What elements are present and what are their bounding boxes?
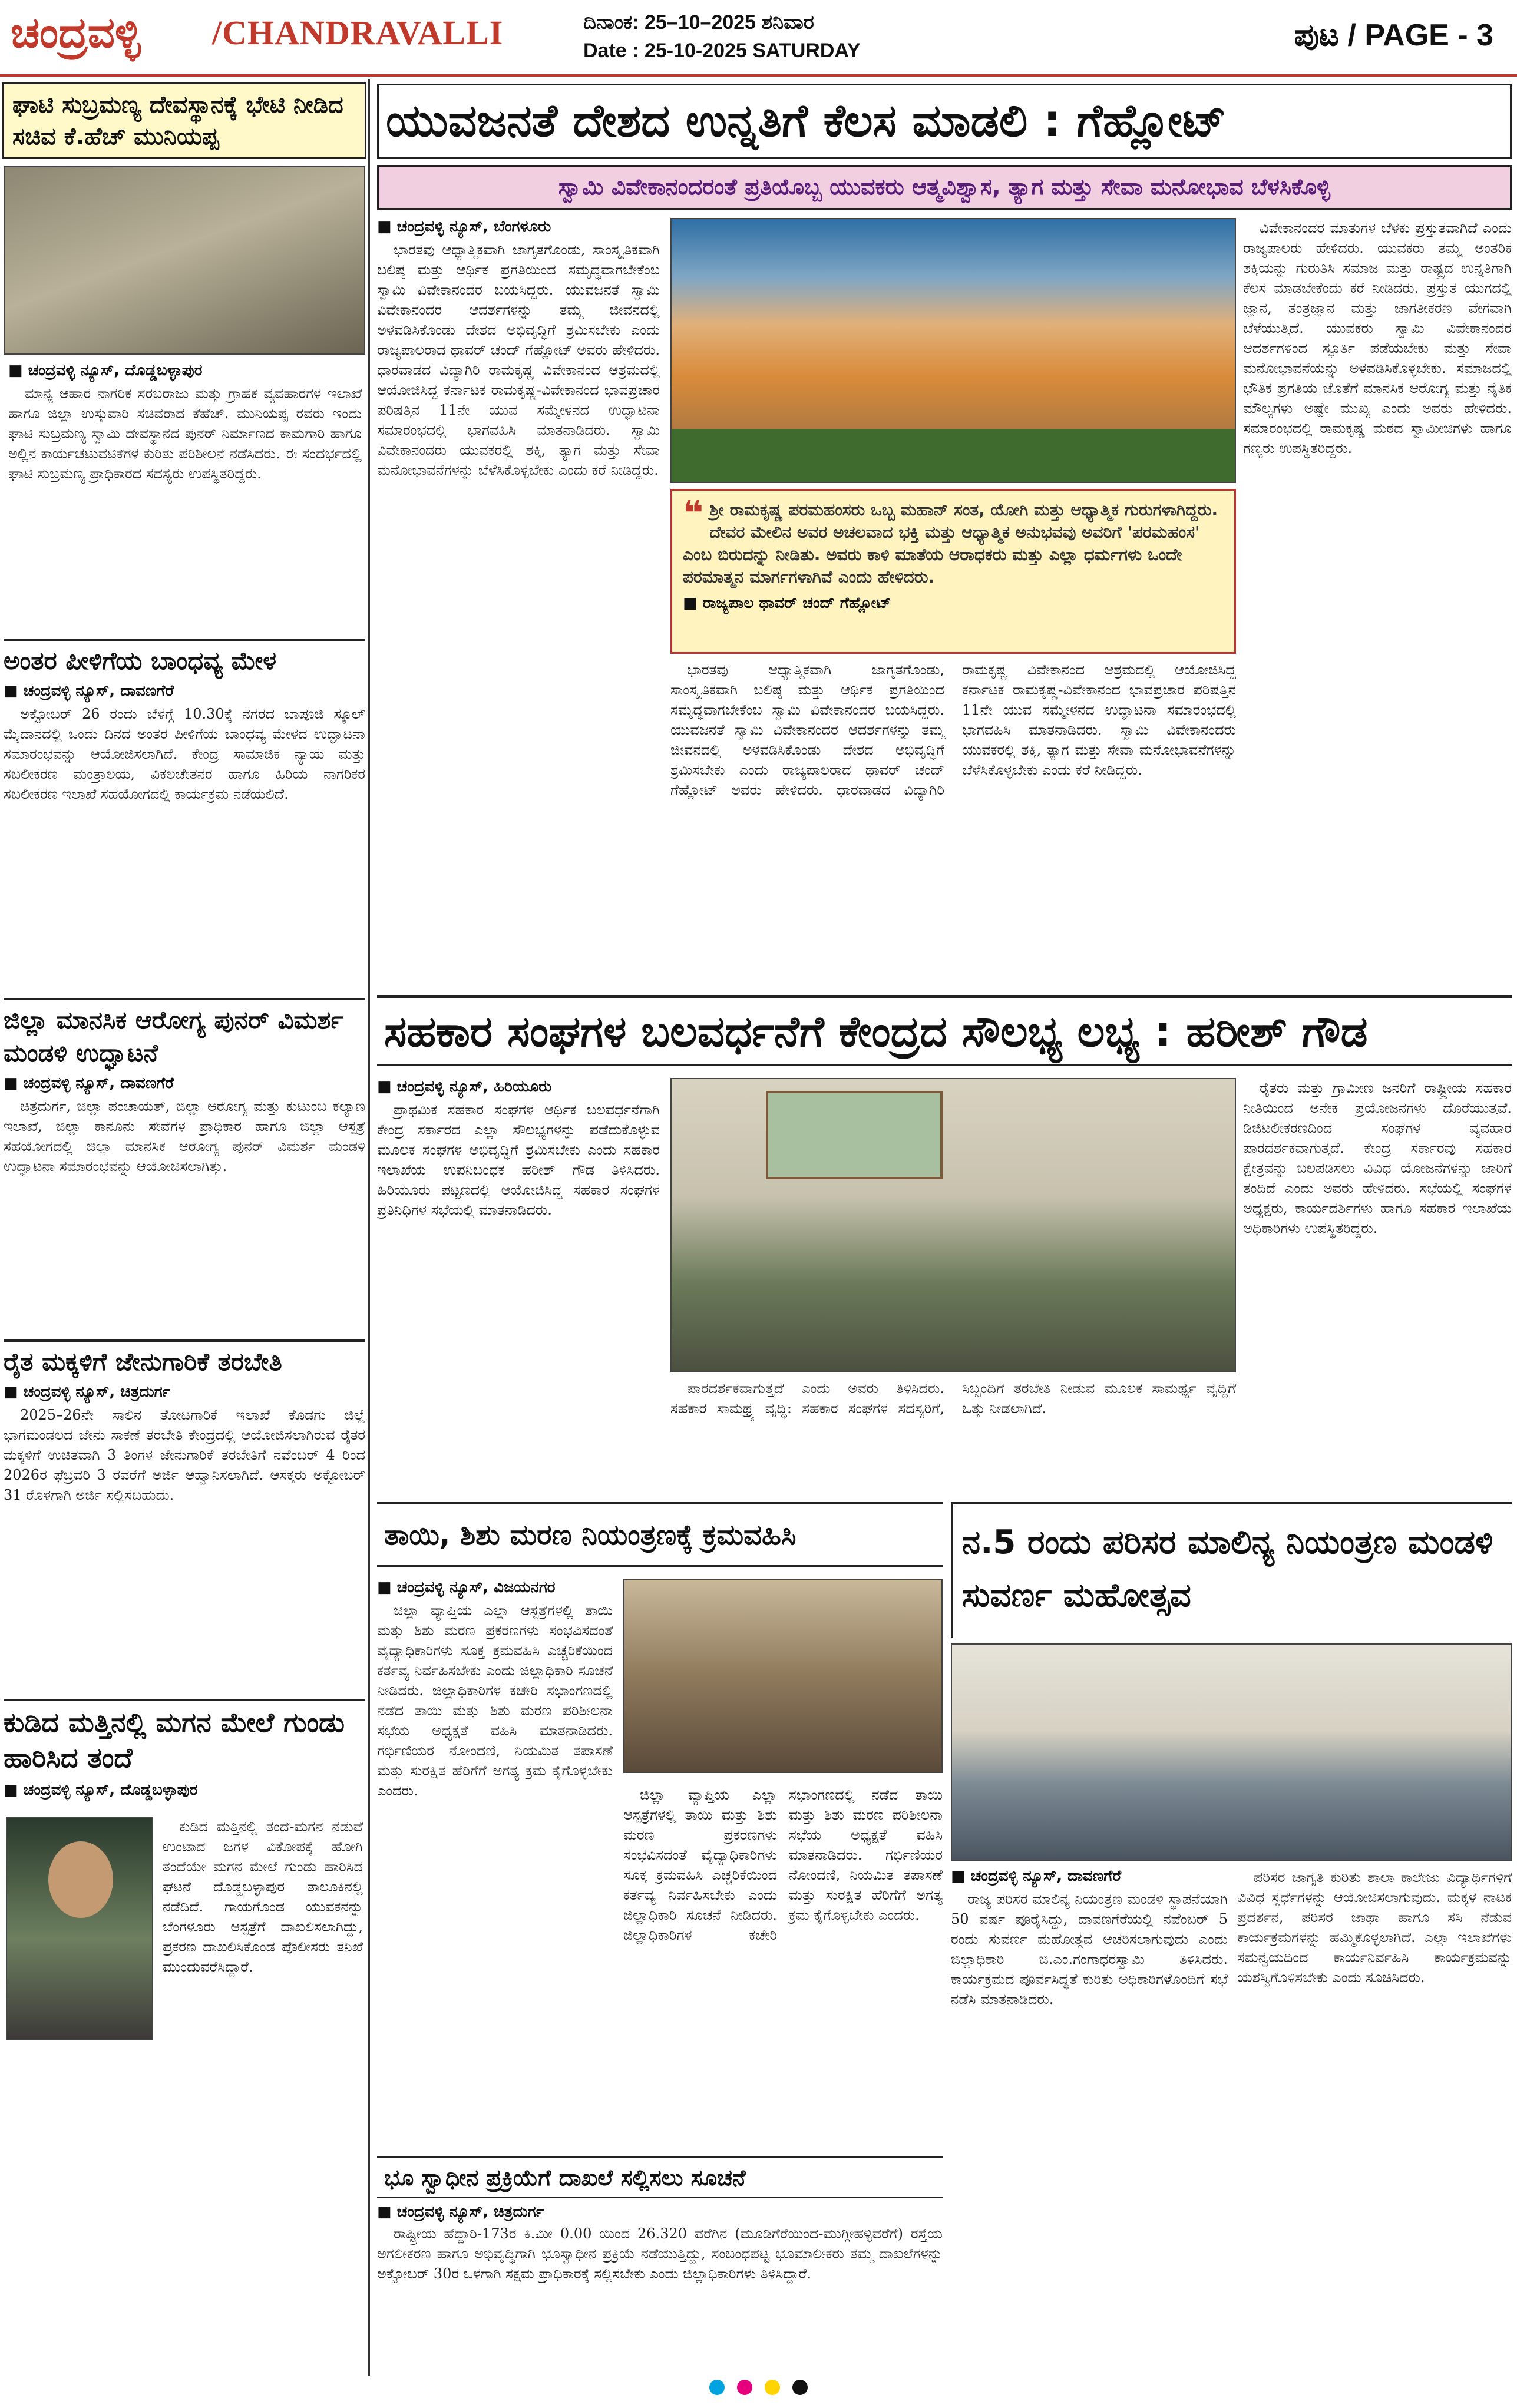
masthead (0, 0, 1517, 77)
story1-title: ಘಾಟಿ ಸುಬ್ರಮಣ್ಯ ದೇವಸ್ಥಾನಕ್ಕೆ ಭೇಟಿ ನೀಡಿದ ಸಚಿವ ಕೆ.ಹೆಚ್ ಮುನಿಯಪ್ಪ (12, 91, 343, 150)
coop-photo (670, 1078, 1236, 1372)
ward-headline-box (951, 1502, 1512, 1638)
story5 (4, 1699, 365, 2370)
lead-byline: ■ ಚಂದ್ರವಳ್ಳಿ ನ್ಯೂಸ್, ಬೆಂಗಳೂರು (377, 218, 551, 236)
lead-headline-box (377, 84, 1512, 159)
lead-quote (670, 489, 1236, 654)
land-body: ರಾಷ್ಟ್ರೀಯ ಹೆದ್ದಾರಿ-173ರ ಕಿ.ಮೀ 0.00 ಯಿಂದ 26.320 ವರೆಗಿನ (ಮೂಡಿಗೆರೆಯಿಂದ-ಮುಗ್ಗೀಹಳ್ಳಿವರೆಗೆ) ರಸ್ತೆಯ ಅಗಲೀಕರಣ ಹಾಗೂ ಅಭಿವೃದ್ಧಿಗಾಗಿ ಭೂಸ್ವಾಧೀನ ಪ್ರಕ್ರಿಯೆ ನಡೆಯುತ್ತಿದ್ದು, ಸಂಬಂಧಪಟ್ಟ ಭೂಮಾಲೀಕರು ತಮ್ಮ ದಾಖಲೆಗಳನ್ನು ಅಕ್ಟೋಬರ್ 30ರ ಒಳಗಾಗಿ ಸಕ್ಷಮ ಪ್ರಾಧಿಕಾರಕ್ಕೆ ಸಲ್ಲಿಸಬೇಕು ಎಂದು ಜಿಲ್ಲಾಧಿಕಾರಿಗಳು ತಿಳಿಸಿದ್ದಾರೆ. (377, 2225, 943, 2282)
mother-photo (623, 1579, 943, 1773)
mother-body: ಜಿಲ್ಲಾ ವ್ಯಾಪ್ತಿಯ ಎಲ್ಲಾ ಆಸ್ಪತ್ರೆಗಳಲ್ಲಿ ತಾಯಿ ಮತ್ತು ಶಿಶು ಮರಣ ಪ್ರಕರಣಗಳು ಸಂಭವಿಸದಂತೆ ವೈದ್ಯಾಧಿಕಾರಿಗಳು ಸೂಕ್ತ ಕ್ರಮವಹಿಸಿ ಎಚ್ಚರಿಕೆಯಿಂದ ಕರ್ತವ್ಯ ನಿರ್ವಹಿಸಬೇಕು ಎಂದು ಜಿಲ್ಲಾಧಿಕಾರಿ ಸೂಚನೆ ನೀಡಿದರು. ಜಿಲ್ಲಾಧಿಕಾರಿಗಳ ಕಚೇರಿ ಸಭಾಂಗಣದಲ್ಲಿ ನಡೆದ ತಾಯಿ ಮತ್ತು ಶಿಶು ಮರಣ ಪರಿಶೀಲನಾ ಸಭೆಯ ಅಧ್ಯಕ್ಷತೆ ವಹಿಸಿ ಮಾತನಾಡಿದರು. ಗರ್ಭಿಣಿಯರ ನೋಂದಣಿ, ನಿಯಮಿತ ತಪಾಸಣೆ ಮತ್ತು ಸುರಕ್ಷಿತ ಹೆರಿಗೆಗೆ ಅಗತ್ಯ ಕ್ರಮ ಕೈಗೊಳ್ಳಬೇಕು ಎಂದರು. (377, 1602, 613, 1799)
story4-title: ರೈತ ಮಕ್ಕಳಿಗೆ ಜೇನುಗಾರಿಕೆ ತರಬೇತಿ (4, 1339, 365, 1378)
story2-body: ಅಕ್ಟೋಬರ್ 26 ರಂದು ಬೆಳಗ್ಗೆ 10.30ಕ್ಕೆ ನಗರದ ಬಾಪೂಜಿ ಸ್ಕೂಲ್ ಮೈದಾನದಲ್ಲಿ ಒಂದು ದಿನದ ಅಂತರ ಪೀಳಿಗೆಯ ಬಾಂಧವ್ಯ ಮೇಳದ ಉದ್ಘಾಟನಾ ಸಮಾರಂಭವನ್ನು ಆಯೋಜಿಸಲಾಗಿದೆ. ಕೇಂದ್ರ ಸಾಮಾಜಿಕ ನ್ಯಾಯ ಮತ್ತು ಸಬಲೀಕರಣ ಮಂತ್ರಾಲಯ, ವಿಕಲಚೇತನರ ಹಾಗೂ ಹಿರಿಯ ನಾಗರಿಕರ ಸಬಲೀಕರಣ ಇಲಾಖೆ ಸಹಯೋಗದಲ್ಲಿ ಕಾರ್ಯಕ್ರಮ ನಡೆಯಲಿದೆ. (4, 706, 365, 802)
black-dot-icon (792, 2380, 808, 2395)
mother-col1 (377, 1579, 613, 2227)
left-column (0, 79, 370, 2376)
ward-col2 (1237, 1867, 1512, 2362)
coop-col3 (1243, 1078, 1512, 1490)
lead-col3 (1243, 218, 1512, 984)
mother-headline: ತಾಯಿ, ಶಿಶು ಮರಣ ನಿಯಂತ್ರಣಕ್ಕೆ ಕ್ರಮವಹಿಸಿ (384, 1519, 796, 1552)
magenta-dot-icon (737, 2380, 752, 2395)
coop-headline-box (377, 995, 1512, 1066)
story5-byline: ■ ಚಂದ್ರವಳ್ಳಿ ನ್ಯೂಸ್, ದೊಡ್ಡಬಳ್ಳಾಪುರ (4, 1781, 198, 1799)
land-byline: ■ ಚಂದ್ರವಳ್ಳಿ ನ್ಯೂಸ್, ಚಿತ್ರದುರ್ಗ (377, 2203, 544, 2221)
mother-body-2: ಜಿಲ್ಲಾ ವ್ಯಾಪ್ತಿಯ ಎಲ್ಲಾ ಆಸ್ಪತ್ರೆಗಳಲ್ಲಿ ತಾಯಿ ಮತ್ತು ಶಿಶು ಮರಣ ಪ್ರಕರಣಗಳು ಸಂಭವಿಸದಂತೆ ವೈದ್ಯಾಧಿಕಾರಿಗಳು ಸೂಕ್ತ ಕ್ರಮವಹಿಸಿ ಎಚ್ಚರಿಕೆಯಿಂದ ಕರ್ತವ್ಯ ನಿರ್ವಹಿಸಬೇಕು ಎಂದು ಜಿಲ್ಲಾಧಿಕಾರಿ ಸೂಚನೆ ನೀಡಿದರು. ಜಿಲ್ಲಾಧಿಕಾರಿಗಳ ಕಚೇರಿ ಸಭಾಂಗಣದಲ್ಲಿ ನಡೆದ ತಾಯಿ ಮತ್ತು ಶಿಶು ಮರಣ ಪರಿಶೀಲನಾ ಸಭೆಯ ಅಧ್ಯಕ್ಷತೆ ವಹಿಸಿ ಮಾತನಾಡಿದರು. ಗರ್ಭಿಣಿಯರ ನೋಂದಣಿ, ನಿಯಮಿತ ತಪಾಸಣೆ ಮತ್ತು ಸುರಕ್ಷಿತ ಹೆರಿಗೆಗೆ ಅಗತ್ಯ ಕ್ರಮ ಕೈಗೊಳ್ಳಬೇಕು ಎಂದರು. (623, 1787, 943, 1943)
footer-registration-dots (0, 2380, 1517, 2408)
brand-english: /CHANDRAVALLI (212, 14, 504, 52)
lead-photo (670, 218, 1236, 483)
land-headline: ಭೂ ಸ್ವಾಧೀನ ಪ್ರಕ್ರಿಯೆಗೆ ದಾಖಲೆ ಸಲ್ಲಿಸಲು ಸೂಚನೆ (384, 2165, 746, 2191)
lead-col1 (377, 218, 660, 984)
coop-col1 (377, 1078, 660, 1490)
story3-title: ಜಿಲ್ಲಾ ಮಾನಸಿಕ ಆರೋಗ್ಯ ಪುನರ್ ವಿಮರ್ಶ ಮಂಡಳಿ ಉದ್ಘಾಟನೆ (4, 998, 365, 1070)
ward-photo (951, 1643, 1512, 1861)
story1-text (8, 362, 362, 633)
mother-headline-box (377, 1502, 943, 1567)
ward-col2-body: ಪರಿಸರ ಜಾಗೃತಿ ಕುರಿತು ಶಾಲಾ ಕಾಲೇಜು ವಿದ್ಯಾರ್ಥಿಗಳಿಗೆ ವಿವಿಧ ಸ್ಪರ್ಧೆಗಳನ್ನು ಆಯೋಜಿಸಲಾಗುವುದು. ಮಕ್ಕಳ ನಾಟಕ ಪ್ರದರ್ಶನ, ಪರಿಸರ ಜಾಥಾ ಹಾಗೂ ಸಸಿ ನೆಡುವ ಕಾರ್ಯಕ್ರಮಗಳನ್ನು ಹಮ್ಮಿಕೊಳ್ಳಲಾಗಿದೆ. ಎಲ್ಲಾ ಇಲಾಖೆಗಳು ಸಮನ್ವಯದಿಂದ ಕಾರ್ಯನಿರ್ವಹಿಸಿ ಕಾರ್ಯಕ್ರಮವನ್ನು ಯಶಸ್ವಿಗೊಳಿಸಬೇಕು ಎಂದು ಸೂಚಿಸಿದರು. (1237, 1869, 1512, 1986)
story1-headline-box (2, 82, 366, 159)
lead-headline: ಯುವಜನತೆ ದೇಶದ ಉನ್ನತಿಗೆ ಕೆಲಸ ಮಾಡಲಿ : ಗೆಹ್ಲೋಟ್ (386, 94, 1227, 147)
coop-headline: ಸಹಕಾರ ಸಂಘಗಳ ಬಲವರ್ಧನೆಗೆ ಕೇಂದ್ರದ ಸೌಲಭ್ಯ ಲಭ್ಯ : ಹರೀಶ್ ಗೌಡ (384, 1007, 1368, 1056)
story4-byline: ■ ಚಂದ್ರವಳ್ಳಿ ನ್ಯೂಸ್, ಚಿತ್ರದುರ್ಗ (4, 1383, 171, 1401)
mother-col2 (623, 1785, 943, 2150)
story2-byline: ■ ಚಂದ್ರವಳ್ಳಿ ನ್ಯೂಸ್, ದಾವಣಗೆರೆ (4, 682, 174, 700)
coop-col3-body: ರೈತರು ಮತ್ತು ಗ್ರಾಮೀಣ ಜನರಿಗೆ ರಾಷ್ಟ್ರೀಯ ಸಹಕಾರ ನೀತಿಯಿಂದ ಅನೇಕ ಪ್ರಯೋಜನಗಳು ದೊರೆಯುತ್ತವೆ. ಡಿಜಿಟಲೀಕರಣದಿಂದ ಸಂಘಗಳ ವ್ಯವಹಾರ ಪಾರದರ್ಶಕವಾಗುತ್ತದೆ. ಕೇಂದ್ರ ಸರ್ಕಾರವು ಸಹಕಾರ ಕ್ಷೇತ್ರವನ್ನು ಬಲಪಡಿಸಲು ವಿವಿಧ ಯೋಜನೆಗಳನ್ನು ಜಾರಿಗೆ ತಂದಿದೆ ಎಂದು ಅವರು ಹೇಳಿದರು. ಸಭೆಯಲ್ಲಿ ಸಂಘಗಳ ಅಧ್ಯಕ್ಷರು, ಕಾರ್ಯದರ್ಶಿಗಳು ಹಾಗೂ ಸಹಕಾರ ಇಲಾಖೆಯ ಅಧಿಕಾರಿಗಳು ಉಪಸ್ಥಿತರಿದ್ದರು. (1243, 1080, 1512, 1236)
story2 (4, 639, 365, 992)
coop-col1-body: ಪ್ರಾಥಮಿಕ ಸಹಕಾರ ಸಂಘಗಳ ಆರ್ಥಿಕ ಬಲವರ್ಧನೆಗಾಗಿ ಕೇಂದ್ರ ಸರ್ಕಾರದ ಎಲ್ಲಾ ಸೌಲಭ್ಯಗಳನ್ನು ಪಡೆದುಕೊಳ್ಳುವ ಮೂಲಕ ಸಂಘಗಳ ಅಭಿವೃದ್ಧಿಗೆ ಶ್ರಮಿಸಬೇಕು ಎಂದು ಸಹಕಾರ ಇಲಾಖೆಯ ಉಪನಿಬಂಧಕ ಹರೀಶ್ ಗೌಡ ತಿಳಿಸಿದರು. ಹಿರಿಯೂರು ಪಟ್ಟಣದಲ್ಲಿ ಆಯೋಜಿಸಿದ್ದ ಸಹಕಾರ ಸಂಘಗಳ ಪ್ರತಿನಿಧಿಗಳ ಸಭೆಯಲ್ಲಿ ಮಾತನಾಡಿದರು. (377, 1102, 660, 1218)
dateline (583, 8, 861, 65)
story5-body: ಕುಡಿದ ಮತ್ತಿನಲ್ಲಿ ತಂದೆ-ಮಗನ ನಡುವೆ ಉಂಟಾದ ಜಗಳ ವಿಕೋಪಕ್ಕೆ ಹೋಗಿ ತಂದೆಯೇ ಮಗನ ಮೇಲೆ ಗುಂಡು ಹಾರಿಸಿದ ಘಟನೆ ದೊಡ್ಡಬಳ್ಳಾಪುರ ತಾಲೂಕಿನಲ್ಲಿ ನಡೆದಿದೆ. ಗಾಯಗೊಂಡ ಯುವಕನನ್ನು ಬೆಂಗಳೂರು ಆಸ್ಪತ್ರೆಗೆ ದಾಖಲಿಸಲಾಗಿದ್ದು, ಪ್ರಕರಣ ದಾಖಲಿಸಿಕೊಂಡ ಪೊಲೀಸರು ತನಿಖೆ ಮುಂದುವರೆಸಿದ್ದಾರೆ. (163, 1818, 363, 1975)
cyan-dot-icon (709, 2380, 725, 2395)
story5-body-wrap (163, 1817, 363, 2347)
land-text (377, 2203, 943, 2362)
mother-byline: ■ ಚಂದ್ರವಳ್ಳಿ ನ್ಯೂಸ್, ವಿಜಯನಗರ (377, 1579, 556, 1596)
page-number: ಪುಟ / PAGE - 3 (1294, 18, 1493, 52)
lead-subhead-text: ಸ್ವಾಮಿ ವಿವೇಕಾನಂದರಂತೆ ಪ್ರತಿಯೊಬ್ಬ ಯುವಕರು ಆತ್ಮವಿಶ್ವಾಸ, ತ್ಯಾಗ ಮತ್ತು ಸೇವಾ ಮನೋಭಾವ ಬೆಳಸಿಕೊಳ್ಳಿ (558, 174, 1331, 200)
coop-caption-text: ಪಾರದರ್ಶಕವಾಗುತ್ತದೆ ಎಂದು ಅವರು ತಿಳಿಸಿದರು. ಸಹಕಾರ ಸಾಮಥ್ರ್ಯ ವೃದ್ಧಿ: ಸಹಕಾರ ಸಂಘಗಳ ಸದಸ್ಯರಿಗೆ, ಸಿಬ್ಬಂದಿಗೆ ತರಬೇತಿ ನೀಡುವ ಮೂಲಕ ಸಾಮರ್ಥ್ಯ ವೃದ್ಧಿಗೆ ಒತ್ತು ನೀಡಲಾಗಿದೆ. (670, 1380, 1236, 1417)
ward-col1-body: ರಾಜ್ಯ ಪರಿಸರ ಮಾಲಿನ್ಯ ನಿಯಂತ್ರಣ ಮಂಡಳಿ ಸ್ಥಾಪನೆಯಾಗಿ 50 ವರ್ಷ ಪೂರೈಸಿದ್ದು, ದಾವಣಗೆರೆಯಲ್ಲಿ ನವೆಂಬರ್ 5 ರಂದು ಸುವರ್ಣ ಮಹೋತ್ಸವ ಆಚರಿಸಲಾಗುವುದು ಎಂದು ಜಿಲ್ಲಾಧಿಕಾರಿ ಜಿ.ಎಂ.ಗಂಗಾಧರಸ್ವಾಮಿ ತಿಳಿಸಿದರು. ಕಾರ್ಯಕ್ರಮದ ಪೂರ್ವಸಿದ್ಧತೆ ಕುರಿತು ಅಧಿಕಾರಿಗಳೊಂದಿಗೆ ಸಭೆ ನಡೆಸಿ ಮಾತನಾಡಿದರು. (951, 1891, 1228, 2007)
ward-col1 (951, 1867, 1228, 2362)
story3-byline: ■ ಚಂದ್ರವಳ್ಳಿ ನ್ಯೂಸ್, ದಾವಣಗೆರೆ (4, 1074, 174, 1092)
story1-byline: ■ ಚಂದ್ರವಳ್ಳಿ ನ್ಯೂಸ್, ದೊಡ್ಡಬಳ್ಳಾಪುರ (8, 362, 203, 379)
coop-byline: ■ ಚಂದ್ರವಳ್ಳಿ ನ್ಯೂಸ್, ಹಿರಿಯೂರು (377, 1078, 552, 1096)
brand-kannada: ಚಂದ್ರವಳ್ಳಿ (11, 7, 141, 57)
lead-col1-body: ಭಾರತವು ಆಧ್ಯಾತ್ಮಿಕವಾಗಿ ಜಾಗೃತಗೊಂಡು, ಸಾಂಸ್ಕೃತಿಕವಾಗಿ ಬಲಿಷ್ಠ ಮತ್ತು ಆರ್ಥಿಕ ಪ್ರಗತಿಯಿಂದ ಸಮೃದ್ಧವಾಗಬೇಕೆಂಬ ಸ್ವಾಮಿ ವಿವೇಕಾನಂದರ ಬಯಸಿದ್ದರು. ಯುವಜನತೆ ಸ್ವಾಮಿ ವಿವೇಕಾನಂದರ ಆದರ್ಶಗಳನ್ನು ತಮ್ಮ ಜೀವನದಲ್ಲಿ ಅಳವಡಿಸಿಕೊಂಡು ದೇಶದ ಅಭಿವೃದ್ಧಿಗೆ ಶ್ರಮಿಸಬೇಕು ಎಂದು ರಾಜ್ಯಪಾಲರಾದ ಥಾವರ್ ಚಂದ್ ಗೆಹ್ಲೋಟ್ ಅವರು ಹೇಳಿದರು. ಧಾರವಾಡದ ವಿದ್ಯಾಗಿರಿ ರಾಮಕೃಷ್ಣ ವಿವೇಕಾನಂದ ಆಶ್ರಮದಲ್ಲಿ ಆಯೋಜಿಸಿದ್ದ ಕರ್ನಾಟಕ ರಾಮಕೃಷ್ಣ-ವಿವೇಕಾನಂದ ಭಾವಪ್ರಚಾರ ಪರಿಷತ್ತಿನ 11ನೇ ಯುವ ಸಮ್ಮೇಳನದ ಉದ್ಘಾಟನಾ ಸಮಾರಂಭದಲ್ಲಿ ಭಾಗವಹಿಸಿ ಮಾತನಾಡಿದರು. ಸ್ವಾಮಿ ವಿವೇಕಾನಂದರು ಯುವಕರಲ್ಲಿ ಶಕ್ತಿ, ತ್ಯಾಗ ಮತ್ತು ಸೇವಾ ಮನೋಭಾವನೆಗಳನ್ನು ಬೆಳೆಸಿಕೊಳ್ಳಬೇಕು ಎಂದು ಕರೆ ನೀಡಿದ್ದರು. (377, 242, 660, 478)
coop-caption (670, 1378, 1236, 1496)
land-headline-box (377, 2156, 943, 2198)
quote-mark-icon: ❝ (683, 493, 704, 534)
story5-photo (6, 1817, 153, 2040)
story4-body: 2025–26ನೇ ಸಾಲಿನ ತೋಟಗಾರಿಕೆ ಇಲಾಖೆ ಕೊಡಗು ಜಿಲ್ಲೆ ಭಾಗಮಂಡಲದ ಜೇನು ಸಾಕಣೆ ತರಬೇತಿ ಕೇಂದ್ರದಲ್ಲಿ ಆಯೋಜಿಸಲಾಗಿರುವ ರೈತರ ಮಕ್ಕಳಿಗೆ ಉಚಿತವಾಗಿ 3 ತಿಂಗಳ ಜೇನುಗಾರಿಕೆ ತರಬೇತಿಗೆ ನವೆಂಬರ್ 4 ರಿಂದ 2026ರ ಫೆಬ್ರವರಿ 3 ರವರೆಗೆ ಅರ್ಜಿ ಆಹ್ವಾನಿಸಲಾಗಿದೆ. ಆಸಕ್ತರು ಅಕ್ಟೋಬರ್ 31 ರೊಳಗಾಗಿ ಅರ್ಜಿ ಸಲ್ಲಿಸಬಹುದು. (4, 1407, 365, 1503)
lead-mid-body: ಭಾರತವು ಆಧ್ಯಾತ್ಮಿಕವಾಗಿ ಜಾಗೃತಗೊಂಡು, ಸಾಂಸ್ಕೃತಿಕವಾಗಿ ಬಲಿಷ್ಠ ಮತ್ತು ಆರ್ಥಿಕ ಪ್ರಗತಿಯಿಂದ ಸಮೃದ್ಧವಾಗಬೇಕೆಂಬ ಸ್ವಾಮಿ ವಿವೇಕಾನಂದರ ಬಯಸಿದ್ದರು. ಯುವಜನತೆ ಸ್ವಾಮಿ ವಿವೇಕಾನಂದರ ಆದರ್ಶಗಳನ್ನು ತಮ್ಮ ಜೀವನದಲ್ಲಿ ಅಳವಡಿಸಿಕೊಂಡು ದೇಶದ ಅಭಿವೃದ್ಧಿಗೆ ಶ್ರಮಿಸಬೇಕು ಎಂದು ರಾಜ್ಯಪಾಲರಾದ ಥಾವರ್ ಚಂದ್ ಗೆಹ್ಲೋಟ್ ಅವರು ಹೇಳಿದರು. ಧಾರವಾಡದ ವಿದ್ಯಾಗಿರಿ ರಾಮಕೃಷ್ಣ ವಿವೇಕಾನಂದ ಆಶ್ರಮದಲ್ಲಿ ಆಯೋಜಿಸಿದ್ದ ಕರ್ನಾಟಕ ರಾಮಕೃಷ್ಣ-ವಿವೇಕಾನಂದ ಭಾವಪ್ರಚಾರ ಪರಿಷತ್ತಿನ 11ನೇ ಯುವ ಸಮ್ಮೇಳನದ ಉದ್ಘಾಟನಾ ಸಮಾರಂಭದಲ್ಲಿ ಭಾಗವಹಿಸಿ ಮಾತನಾಡಿದರು. ಸ್ವಾಮಿ ವಿವೇಕಾನಂದರು ಯುವಕರಲ್ಲಿ ಶಕ್ತಿ, ತ್ಯಾಗ ಮತ್ತು ಸೇವಾ ಮನೋಭಾವನೆಗಳನ್ನು ಬೆಳೆಸಿಕೊಳ್ಳಬೇಕು ಎಂದು ಕರೆ ನೀಡಿದ್ದರು. (670, 661, 1236, 798)
ward-byline: ■ ಚಂದ್ರವಳ್ಳಿ ನ್ಯೂಸ್, ದಾವಣಗೆರೆ (951, 1867, 1122, 1885)
story4 (4, 1339, 365, 1669)
story1-photo (4, 166, 365, 355)
lead-quote-text: ಶ್ರೀ ರಾಮಕೃಷ್ಣ ಪರಮಹಂಸರು ಒಬ್ಬ ಮಹಾನ್ ಸಂತ, ಯೋಗಿ ಮತ್ತು ಆಧ್ಯಾತ್ಮಿಕ ಗುರುಗಳಾಗಿದ್ದರು. ದೇವರ ಮೇಲಿನ ಅವರ ಅಚಲವಾದ ಭಕ್ತಿ ಮತ್ತು ಆಧ್ಯಾತ್ಮಿಕ ಅನುಭವವು ಅವರಿಗೆ 'ಪರಮಹಂಸ' ಎಂಬ ಬಿರುದನ್ನು ನೀಡಿತು. ಅವರು ಕಾಳಿ ಮಾತೆಯ ಆರಾಧಕರು ಮತ್ತು ಎಲ್ಲಾ ಧರ್ಮಗಳು ಒಂದೇ ಪರಮಾತ್ಮನ ಮಾರ್ಗಗಳಾಗಿವೆ ಎಂದು ಹೇಳಿದರು. (683, 500, 1218, 587)
lead-quote-byline: ■ ರಾಜ್ಯಪಾಲ ಥಾವರ್ ಚಂದ್ ಗೆಹ್ಲೋಟ್ (683, 594, 891, 612)
story3-body: ಚಿತ್ರದುರ್ಗ, ಜಿಲ್ಲಾ ಪಂಚಾಯತ್, ಜಿಲ್ಲಾ ಆರೋಗ್ಯ ಮತ್ತು ಕುಟುಂಬ ಕಲ್ಯಾಣ ಇಲಾಖೆ, ಜಿಲ್ಲಾ ಕಾನೂನು ಸೇವೆಗಳ ಪ್ರಾಧಿಕಾರ ಹಾಗೂ ಜಿಲ್ಲಾ ಆಸ್ಪತ್ರೆ ಸಹಯೋಗದಲ್ಲಿ ಜಿಲ್ಲಾ ಮಾನಸಿಕ ಆರೋಗ್ಯ ಪುನರ್ ವಿಮರ್ಶ ಮಂಡಳಿ ಉದ್ಘಾಟನಾ ಸಮಾರಂಭವನ್ನು ಆಯೋಜಿಸಲಾಗಿತ್ತು. (4, 1098, 365, 1175)
ward-headline: ನ.5 ರಂದು ಪರಿಸರ ಮಾಲಿನ್ಯ ನಿಯಂತ್ರಣ ಮಂಡಳಿ ಸುವರ್ಣ ಮಹೋತ್ಸವ (962, 1523, 1493, 1615)
story1-body: ಮಾನ್ಯ ಆಹಾರ ನಾಗರಿಕ ಸರಬರಾಜು ಮತ್ತು ಗ್ರಾಹಕ ವ್ಯವಹಾರಗಳ ಇಲಾಖೆ ಹಾಗೂ ಜಿಲ್ಲಾ ಉಸ್ತುವಾರಿ ಸಚಿವರಾದ ಕೆಹೆಚ್. ಮುನಿಯಪ್ಪ ರವರು ಇಂದು ಘಾಟಿ ಸುಬ್ರಮಣ್ಯ ಸ್ವಾಮಿ ದೇವಸ್ಥಾನದ ಪುನರ್ ನಿರ್ಮಾಣದ ಕಾಮಗಾರಿ ಹಾಗೂ ಅಲ್ಲಿನ ಕಾರ್ಯಚಟುವಟಿಕೆಗಳ ಕುರಿತು ಪರಿಶೀಲನೆ ನಡೆಸಿದರು. ಈ ಸಂದರ್ಭದಲ್ಲಿ ಘಾಟಿ ಸುಬ್ರಮಣ್ಯ ಪ್ರಾಧಿಕಾರದ ಸದಸ್ಯರು ಉಪಸ್ಥಿತರಿದ್ದರು. (8, 385, 362, 482)
story2-title: ಅಂತರ ಪೀಳಿಗೆಯ ಬಾಂಧವ್ಯ ಮೇಳ (4, 639, 365, 677)
story5-title: ಕುಡಿದ ಮತ್ತಿನಲ್ಲಿ ಮಗನ ಮೇಲೆ ಗುಂಡು ಹಾರಿಸಿದ ತಂದೆ (4, 1699, 365, 1775)
lead-col-mid (670, 660, 1236, 984)
date-kannada: ದಿನಾಂಕ: 25–10–2025 ಶನಿವಾರ (583, 11, 814, 34)
lead-col3-body: ವಿವೇಕಾನಂದರ ಮಾತುಗಳ ಬೆಳಕು ಪ್ರಸ್ತುತವಾಗಿದೆ ಎಂದು ರಾಜ್ಯಪಾಲರು ಹೇಳಿದರು. ಯುವಕರು ತಮ್ಮ ಅಂತರಿಕ ಶಕ್ತಿಯನ್ನು ಗುರುತಿಸಿ ಸಮಾಜ ಮತ್ತು ರಾಷ್ಟ್ರದ ಉನ್ನತಿಗಾಗಿ ಕೆಲಸ ಮಾಡಬೇಕೆಂದು ಕರೆ ನೀಡಿದರು. ಪ್ರಸ್ತುತ ಯುಗದಲ್ಲಿ ಜ್ಞಾನ, ತಂತ್ರಜ್ಞಾನ ಮತ್ತು ಜಾಗತೀಕರಣ ವೇಗವಾಗಿ ಬೆಳೆಯುತ್ತಿದೆ. ಯುವಕರು ಸ್ವಾಮಿ ವಿವೇಕಾನಂದರ ಆದರ್ಶಗಳಿಂದ ಸ್ಫೂರ್ತಿ ಪಡೆಯಬೇಕು ಮತ್ತು ಸೇವಾ ಮನೋಭಾವನೆಯನ್ನು ಅಳವಡಿಸಿಕೊಳ್ಳಬೇಕು. ಸಮಾಜದಲ್ಲಿ ಭೌತಿಕ ಪ್ರಗತಿಯ ಜೊತೆಗೆ ಮಾನಸಿಕ ಆರೋಗ್ಯ ಮತ್ತು ನೈತಿಕ ಮೌಲ್ಯಗಳು ಅಷ್ಟೇ ಮುಖ್ಯ ಎಂದು ಅವರು ಹೇಳಿದರು. ಸಮಾರಂಭದಲ್ಲಿ ರಾಮಕೃಷ್ಣ ಮಠದ ಸ್ವಾಮೀಜಿಗಳು ಹಾಗೂ ಗಣ್ಯರು ಉಪಸ್ಥಿತರಿದ್ದರು. (1243, 220, 1512, 457)
date-english: Date : 25-10-2025 SATURDAY (583, 39, 861, 62)
yellow-dot-icon (765, 2380, 780, 2395)
lead-subhead (377, 165, 1512, 210)
story3 (4, 998, 365, 1328)
